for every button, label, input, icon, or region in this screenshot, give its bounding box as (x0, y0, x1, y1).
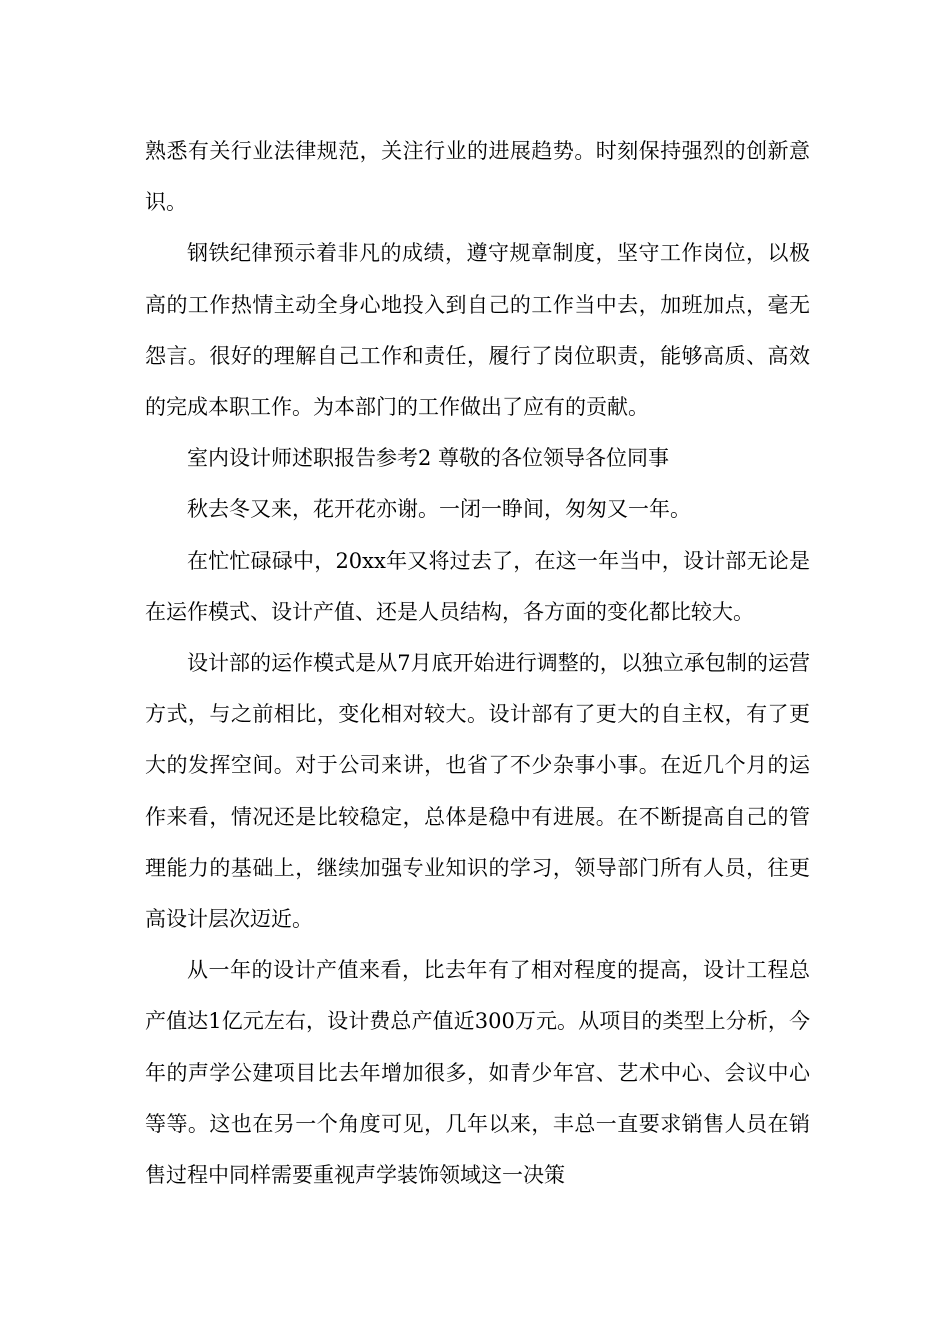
paragraph: 熟悉有关行业法律规范，关注行业的进展趋势。时刻保持强烈的创新意识。 (145, 139, 810, 215)
section-heading: 室内设计师述职报告参考2 尊敬的各位领导各位同事 (187, 446, 670, 471)
paragraph: 从一年的设计产值来看，比去年有了相对程度的提高，设计工程总产值达1亿元左右，设计费总产值近300万元。从项目的类型上分析，今年的声学公建项目比去年增加很多，如青少年宫、艺术中心、会议中心等等。这也在另一个角度可见，几年以来，丰总一直要求销售人员在销售过程中同样需要重视声学装饰领域这一决策 (145, 958, 810, 1188)
paragraph: 设计部的运作模式是从7月底开始进行调整的，以独立承包制的运营方式，与之前相比，变化相对较大。设计部有了更大的自主权，有了更大的发挥空间。对于公司来讲，也省了不少杂事小事。在近几个月的运作来看，情况还是比较稳定，总体是稳中有进展。在不断提高自己的管理能力的基础上，继续加强专业知识的学习，领导部门所有人员，往更高设计层次迈近。 (145, 651, 810, 932)
paragraph: 秋去冬又来，花开花亦谢。一闭一睁间，匆匆又一年。 (187, 497, 691, 522)
document-body (145, 126, 810, 1201)
paragraph: 在忙忙碌碌中，20xx年又将过去了，在这一年当中，设计部无论是在运作模式、设计产值、还是人员结构，各方面的变化都比较大。 (145, 548, 810, 624)
paragraph: 钢铁纪律预示着非凡的成绩，遵守规章制度，坚守工作岗位，以极高的工作热情主动全身心地投入到自己的工作当中去，加班加点，毫无怨言。很好的理解自己工作和责任，履行了岗位职责，能够高质、高效的完成本职工作。为本部门的工作做出了应有的贡献。 (145, 241, 810, 420)
